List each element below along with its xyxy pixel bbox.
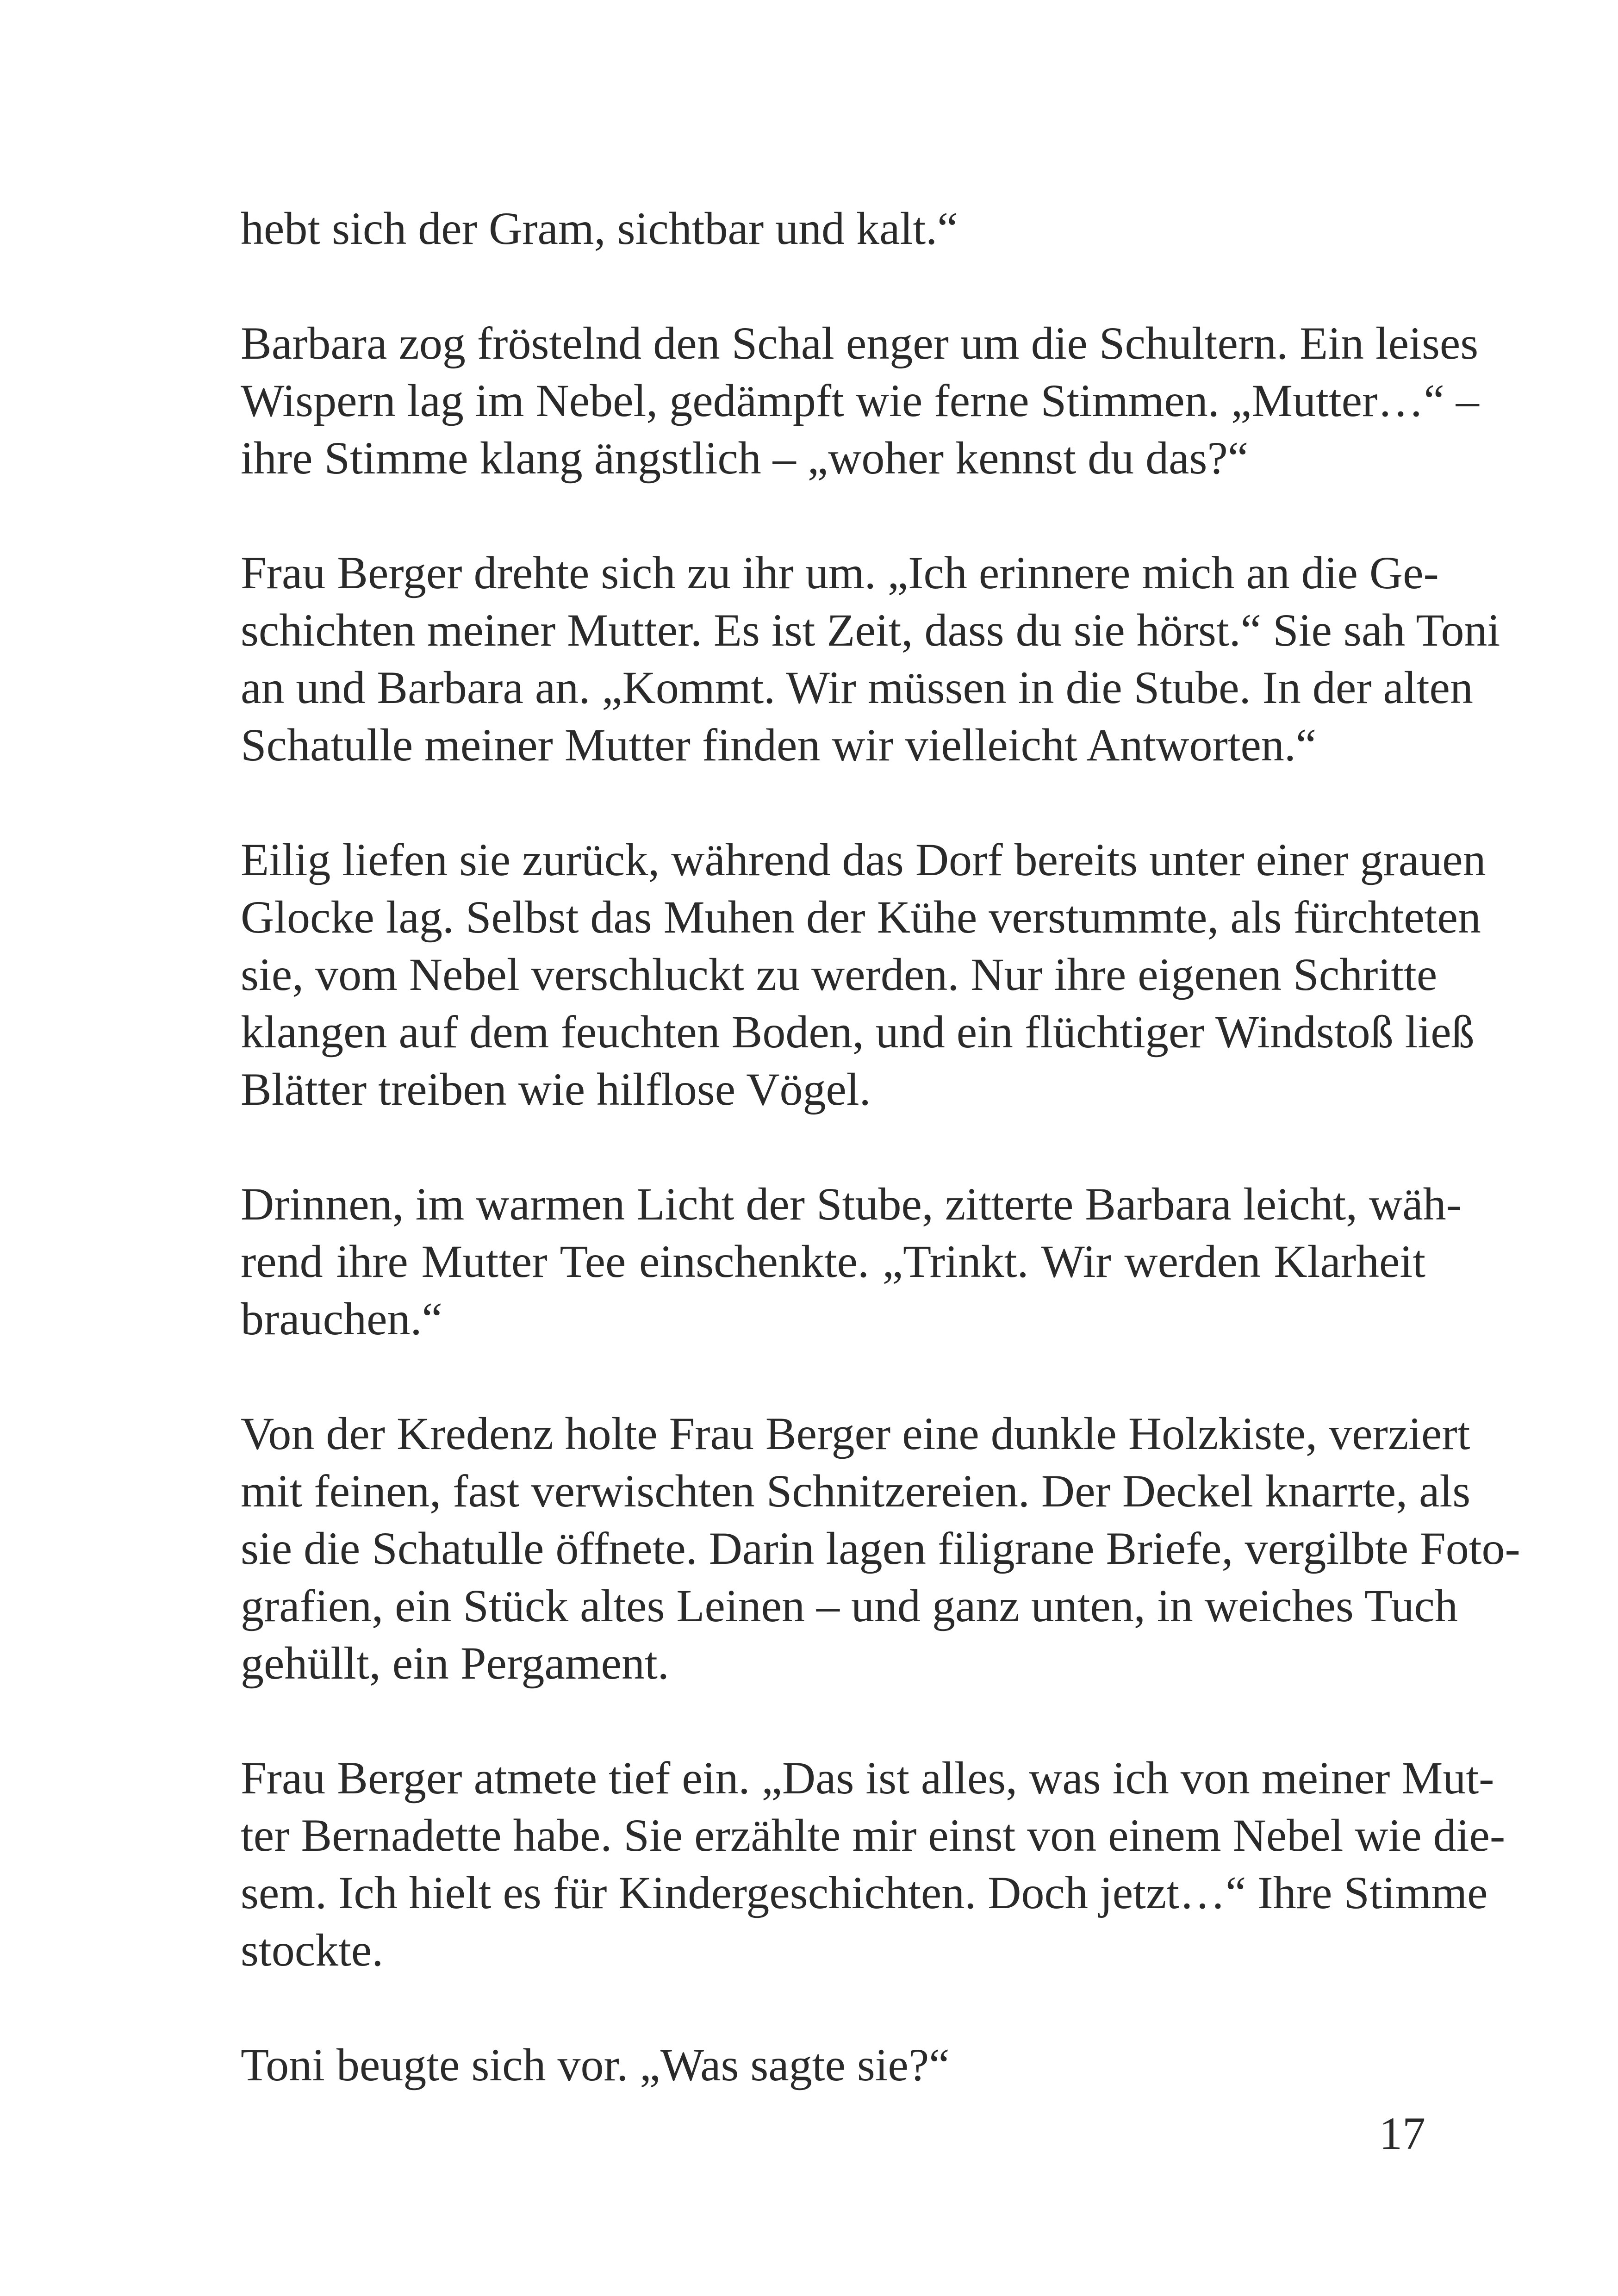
paragraph: [241, 544, 1500, 774]
paragraph: [241, 200, 1425, 257]
text-line: grafien, ein Stück altes Leinen – und ganz unten, in weiches Tuch: [241, 1580, 1458, 1631]
paragraph: [241, 315, 1479, 487]
text-line: Blätter treiben wie hilflose Vögel.: [241, 1064, 871, 1115]
text-line: mit feinen, fast verwischten Schnitzereien. Der Deckel knarrte, als: [241, 1465, 1471, 1517]
text-line: Drinnen, im warmen Licht der Stube, zitterte Barbara leicht, wäh-: [241, 1178, 1462, 1230]
text-line: Schatulle meiner Mutter finden wir vielleicht Antworten.“: [241, 719, 1317, 771]
text-line: Frau Berger atmete tief ein. „Das ist alles, was ich von meiner Mut-: [241, 1752, 1494, 1804]
text-line: rend ihre Mutter Tee einschenkte. „Trinkt. Wir werden Klarheit: [241, 1236, 1425, 1287]
paragraph: [241, 1176, 1462, 1348]
paragraph: [241, 831, 1486, 1118]
text-line: gehüllt, ein Pergament.: [241, 1637, 669, 1689]
body-text: [241, 200, 1520, 2151]
text-line: sem. Ich hielt es für Kindergeschichten. Doch jetzt…“ Ihre Stimme: [241, 1867, 1488, 1918]
paragraph: [241, 2036, 1425, 2094]
text-line: Barbara zog fröstelnd den Schal enger um die Schultern. Ein leises: [241, 317, 1479, 369]
text-line: Frau Berger drehte sich zu ihr um. „Ich erinnere mich an die Ge-: [241, 547, 1439, 598]
text-line: sie die Schatulle öffnete. Darin lagen filigrane Briefe, vergilbte Foto-: [241, 1523, 1520, 1574]
text-line: an und Barbara an. „Kommt. Wir müssen in die Stube. In der alten: [241, 662, 1473, 713]
text-line: Von der Kredenz holte Frau Berger eine dunkle Holzkiste, verziert: [241, 1408, 1470, 1459]
text-line: ter Bernadette habe. Sie erzählte mir einst von einem Nebel wie die-: [241, 1810, 1506, 1861]
text-line: hebt sich der Gram, sichtbar und kalt.“: [241, 203, 958, 254]
text-line: Wispern lag im Nebel, gedämpft wie ferne Stimmen. „Mutter…“ –: [241, 375, 1479, 426]
text-line: Glocke lag. Selbst das Muhen der Kühe verstummte, als fürchteten: [241, 891, 1481, 943]
text-line: brauchen.“: [241, 1293, 442, 1344]
text-line: stockte.: [241, 1924, 384, 1976]
text-line: Eilig liefen sie zurück, während das Dorf bereits unter einer grauen: [241, 834, 1486, 885]
paragraph: [241, 1749, 1506, 1979]
text-line: klangen auf dem feuchten Boden, und ein flüchtiger Windstoß ließ: [241, 1006, 1475, 1058]
text-line: sie, vom Nebel verschluckt zu werden. Nur ihre eigenen Schritte: [241, 949, 1438, 1000]
text-line: ihre Stimme klang ängstlich – „woher kennst du das?“: [241, 432, 1249, 484]
text-line: Toni beugte sich vor. „Was sagte sie?“: [241, 2039, 950, 2091]
page-number: 17: [1379, 2108, 1425, 2159]
paragraph: [241, 1405, 1520, 1692]
text-line: schichten meiner Mutter. Es ist Zeit, dass du sie hörst.“ Sie sah Toni: [241, 604, 1500, 656]
